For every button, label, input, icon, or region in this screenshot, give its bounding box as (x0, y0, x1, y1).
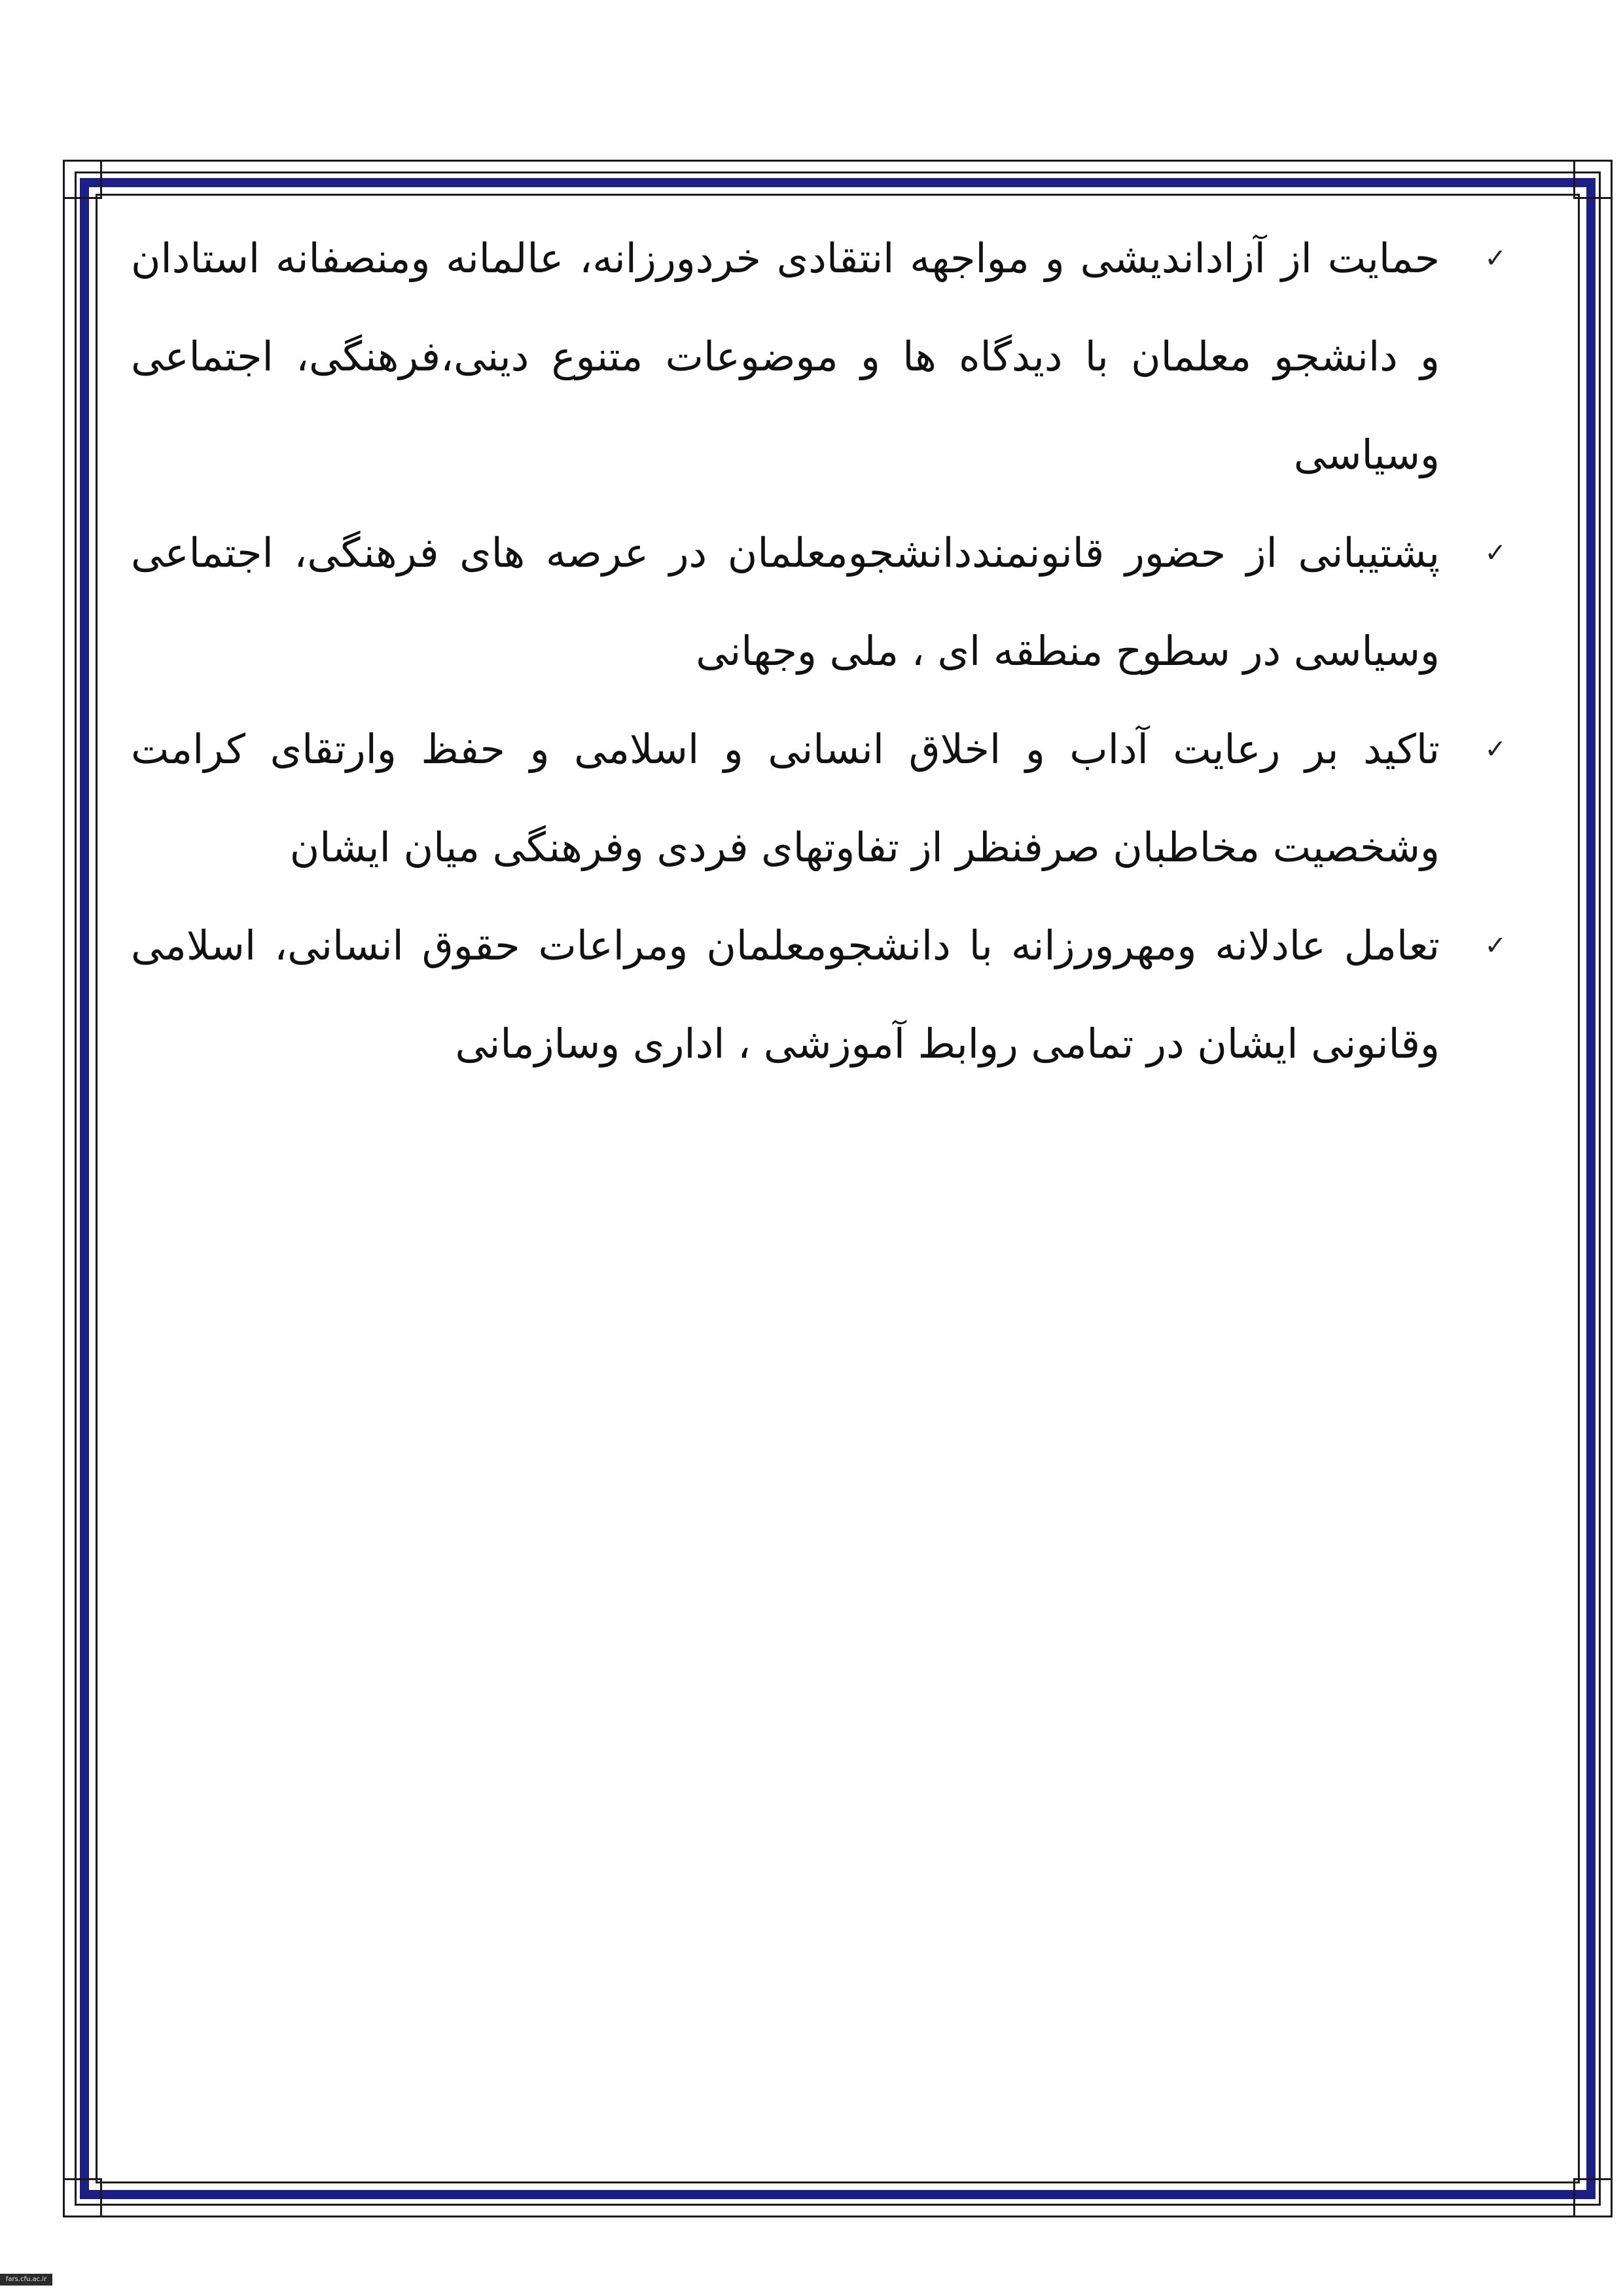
bullet-text: تاکید بر رعایت آداب و اخلاق انسانی و اسلامی و حفظ وارتقای کرامت وشخصیت مخاطبان صرفنظر از تفاوتهای فردی وفرهنگی میان ایشان (131, 725, 1440, 871)
document-body (131, 209, 1507, 1093)
checkmark-icon: ✓ (1484, 538, 1507, 568)
frame-corner-top-right (1573, 160, 1613, 199)
frame-corner-top-left (63, 160, 102, 199)
bullet-item (131, 897, 1507, 1093)
bullet-item (131, 209, 1507, 504)
site-watermark: fars.cfu.ac.ir (0, 2274, 52, 2286)
bullet-item (131, 504, 1507, 700)
frame-corner-bottom-left (63, 2178, 102, 2217)
bullet-text: حمایت از آزاداندیشی و مواجهه انتقادی خردورزانه، عالمانه ومنصفانه استادان و دانشجو معلمان با دیدگاه ها و موضوعات متنوع دینی،فرهنگی، اجتماعی وسیاسی (131, 234, 1440, 478)
checkmark-icon: ✓ (1484, 734, 1507, 764)
checkmark-icon: ✓ (1484, 931, 1507, 961)
bullet-item (131, 700, 1507, 897)
frame-corner-bottom-right (1573, 2178, 1613, 2217)
bullet-text: تعامل عادلانه ومهرورزانه با دانشجومعلمان ومراعات حقوق انسانی، اسلامی وقانونی ایشان در تمامی روابط آموزشی ، اداری وسازمانی (131, 922, 1440, 1067)
bullet-text: پشتیبانی از حضور قانونمنددانشجومعلمان در عرصه های فرهنگی، اجتماعی وسیاسی در سطوح منطقه ای ، ملی وجهانی (131, 529, 1440, 675)
checkmark-icon: ✓ (1484, 243, 1507, 274)
